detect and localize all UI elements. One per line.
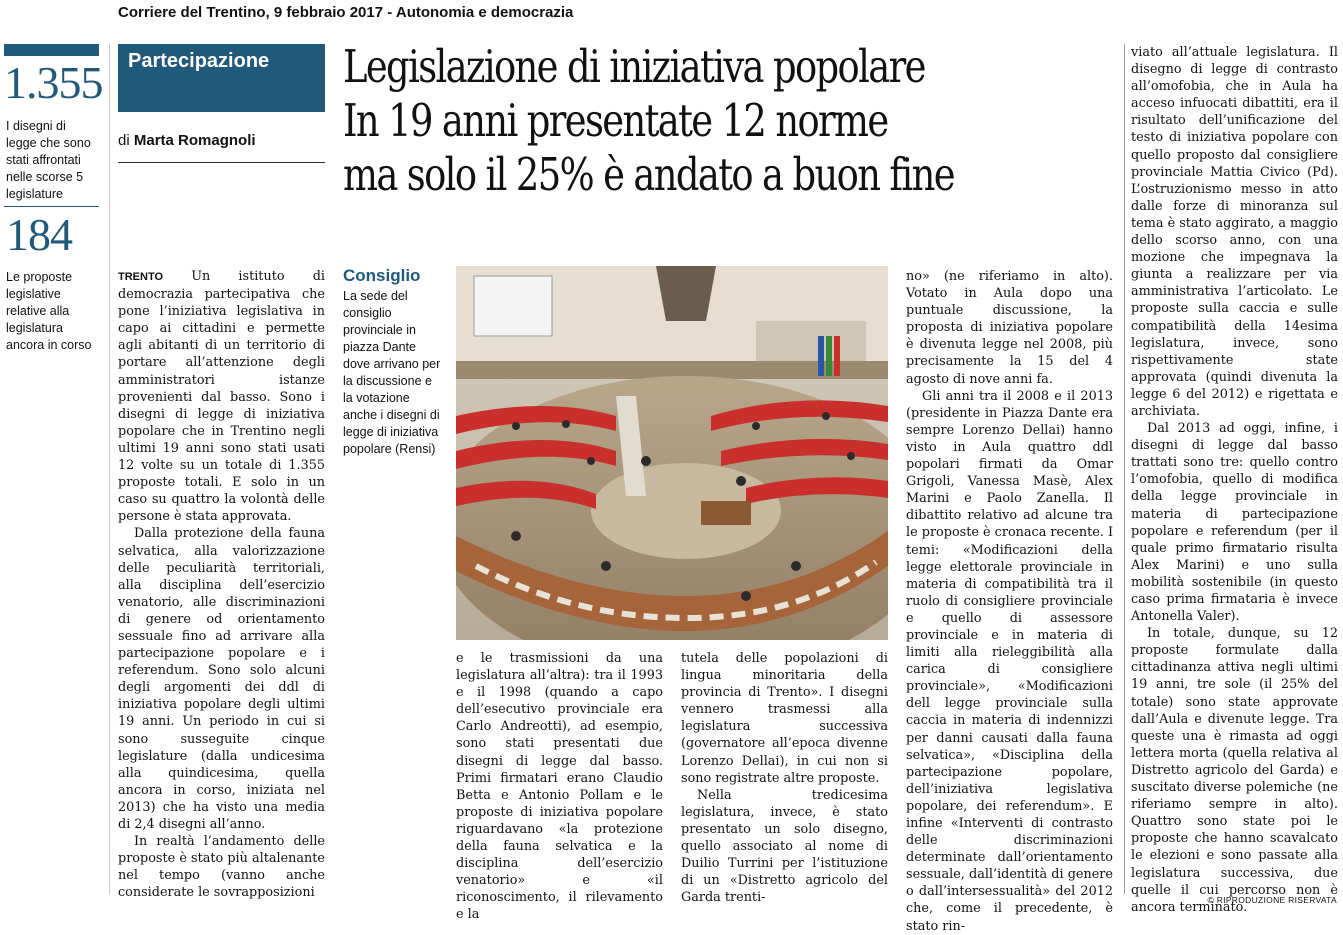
stat-divider <box>4 206 99 207</box>
stat-text-1: I disegni di legge che sono stati affrontati nelle scorse 5 legislature <box>6 119 91 201</box>
paragraph: In totale, dunque, su 12 proposte formulate dalla cittadinanza attiva negli ultimi 19 anni, tre sole (il 25% del totale) sono state approvate dall’Aula e divenute legge. Tra queste una è rimasta ad oggi lettera morta (quella relativa al Distretto agricolo del Garda) e suscitato diverse polemiche (ne riferiamo sempre in alto). Quattro sono state poi le proposte che hanno scavalcato le elezioni e sono passate alla legislatura successiva, due quelle il cui percorso non è ancora terminato. <box>1131 626 1338 915</box>
paragraph: TRENTO Un istituto di democrazia partecipativa che pone l’iniziativa legislativa in capo ai cittadini e permette agli abitanti di un territorio di portare all’attenzione degli amministratori istanze provenienti dal basso. Sono i disegni di legge di iniziativa popolare che in Trentino negli ultimi 19 anni sono stati usati 12 volte su un totale di 1.355 proposte totali. E solo in un caso su quattro la volontà delle persone è stata approvata. <box>118 269 326 525</box>
dateline: TRENTO <box>118 271 164 283</box>
article-col-3 <box>681 650 888 906</box>
article-col-5 <box>1131 44 1338 916</box>
column-separator <box>1124 44 1125 894</box>
paragraph: Dalla protezione della fauna selvatica, alla valorizzazione delle peculiarità territoriali, alla disciplina dell’esercizio venatorio, alle discriminazioni di genere od orientamento sessuale fino ad arrivare alla partecipazione popolare e i referendum. Sono solo alcuni degli argomenti dei ddl di iniziativa popolare degli ultimi 19 anni. Un periodo in cui si sono susseguite cinque legislature (dalla undicesima alla quindicesima, quella ancora in corso, iniziata nel 2013) che ha visto una media di 2,4 disegni all’anno. <box>118 526 325 832</box>
headline-line-2: In 19 anni presentate 12 norme <box>343 94 888 147</box>
article-col-4 <box>906 268 1113 935</box>
byline-prefix: di <box>118 132 130 149</box>
article-col-1 <box>118 268 325 901</box>
paragraph: Gli anni tra il 2008 e il 2013 (presidente in Piazza Dante era sempre Lorenzo Dellai) hanno visto in Aula quattro ddl popolari firmati da Omar Grigoli, Vanessa Masè, Alex Marini e Paolo Zanella. Il dibattito relativo ad alcune tra le proposte è cronaca recente. I temi: «Modificazioni della legge elettorale provinciale in materia di compatibilità tra il ruolo di consigliere provinciale e quello di assessore provinciale e in materia di limiti alla rieleggibilità alla carica di consigliere provinciale», «Modificazioni dell legge provinciale sulla caccia in materia di indennizzi per danni causati dalla fauna selvatica», «Disciplina della partecipazione popolare, dell’iniziativa legislativa popolare, dei referendum». E infine «Interventi di contrasto delle discriminazioni determinate dall’orientamento sessuale, dall’identità di genere o dall’intersessualità» del 2012 che, come il precedente, è stato rin- <box>906 388 1113 934</box>
stat-text-2: Le proposte legislative relative alla legislatura ancora in corso <box>6 270 92 352</box>
section-rubric: Partecipazione <box>118 44 325 112</box>
headline-line-1: Legislazione di iniziativa popolare <box>343 40 925 93</box>
masthead: Corriere del Trentino, 9 febbraio 2017 - Autonomia e democrazia <box>118 4 574 21</box>
headline <box>343 40 991 202</box>
council-chamber-photo <box>456 266 888 640</box>
byline <box>118 132 256 149</box>
stat-number-1: 1.355 <box>4 57 103 108</box>
byline-rule <box>118 162 325 163</box>
council-chamber-image <box>456 266 888 640</box>
copyright-notice: © RIPRODUZIONE RISERVATA <box>1207 895 1337 905</box>
paragraph: Dal 2013 ad oggi, infine, i disegni di legge dal basso trattati sono tre: quello contro l’omofobia, quello di modifica della legge provinciale in materia di partecipazione popolare e referendum (per il quale primo firmatario risulta Alex Marini) e uno sulla mobilità sostenibile (in questo caso prima firmataria è invece Antonella Valer). <box>1131 421 1338 625</box>
stat-number-2: 184 <box>6 209 72 260</box>
headline-line-3: ma solo il 25% è andato a buon fine <box>343 148 954 201</box>
paragraph: tutela delle popolazioni di lingua minoritaria della provincia di Trento». I disegni vennero trasmessi alla legislatura successiva (governatore all’epoca divenne Lorenzo Dellai), in cui non si sono registrate altre proposte. <box>681 651 888 786</box>
paragraph: viato all’attuale legislatura. Il disegno di legge di contrasto all’omofobia, che in Aula ha acceso infuocati dibattiti, era il risultato dell’unificazione del testo di iniziativa popolare con quello proposto dal consigliere provinciale Mattia Civico (Pd). L’ostruzionismo messo in atto dalle forze di minoranza sul tema è stato aggirato, a maggio dello scorso anno, con una mozione che impegnava la giunta a realizzare per via amministrativa l’articolato. Le proposte sulla caccia e sulle compatibilità della 14esima legislatura, invece, sono rispettivamente state approvata (quindi divenuta la legge 6 del 2012) e rigettata e archiviata. <box>1131 45 1338 419</box>
photo-credit: (Rensi) <box>395 442 436 456</box>
column-separator <box>109 44 110 894</box>
paragraph: Nella tredicesima legislatura, invece, è stato presentato un solo disegno, quello associato al nome di Duilio Turrini per l’istituzione di un «Distretto agricolo del Garda trenti- <box>681 787 888 906</box>
article-col-2 <box>456 650 663 924</box>
caption-text: La sede del consiglio provinciale in piazza Dante dove arrivano per la discussione e la votazione anche i disegni di legge di iniziativa popolare (Rensi) <box>343 289 441 456</box>
stat-bar-top <box>4 44 99 56</box>
paragraph: e le trasmissioni da una legislatura all’altra): tra il 1993 e il 1998 (quando a capo dell’esecutivo provinciale era Carlo Andreotti), ad esempio, sono stati presentati due disegni di legge dal basso. Primi firmatari erano Claudio Betta e Antonio Pollam e le proposte di iniziativa popolare riguardavano «la protezione della fauna selvatica e la disciplina dell’esercizio venatorio» e «il riconoscimento, il rilevamento e la <box>456 651 663 923</box>
paragraph: In realtà l’andamento delle proposte è stato più altalenante nel tempo (vanno anche considerate le sovrapposizioni <box>118 834 325 901</box>
byline-author: Marta Romagnoli <box>133 132 256 149</box>
paragraph: no» (ne riferiamo in alto). Votato in Aula dopo una puntuale discussione, la proposta di iniziativa popolare è divenuta legge nel 2008, più precisamente la 15 del 4 agosto di nove anni fa. <box>906 269 1113 387</box>
caption-title: Consiglio <box>343 266 421 285</box>
